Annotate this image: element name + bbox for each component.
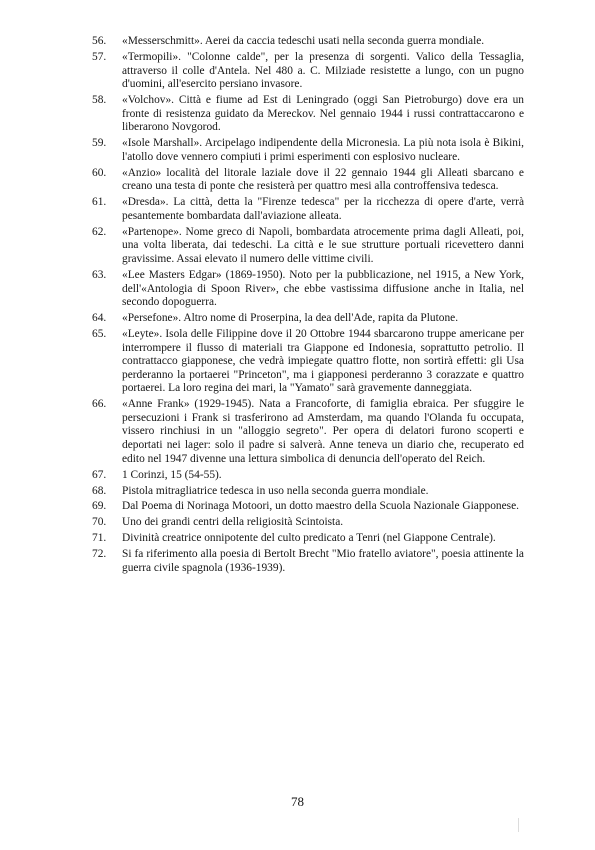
footnote-text: «Dresda». La città, detta la "Firenze tedesca" per la ricchezza di opere d'arte, verrà pesantemente bombardata dall'aviazione alleata.	[122, 196, 524, 222]
footnote-text: 1 Corinzi, 15 (54-55).	[122, 468, 222, 481]
footnote-item	[92, 196, 524, 223]
footnote-number: 68.	[92, 484, 107, 497]
footnote-number: 70.	[92, 516, 107, 529]
footnote-item	[92, 35, 524, 49]
footnote-text: Si fa riferimento alla poesia di Bertolt Brecht "Mio fratello aviatore", poesia attinente la guerra civile spagnola (1936-1939).	[122, 548, 524, 574]
footnote-item	[92, 485, 524, 499]
footnote-item	[92, 500, 524, 514]
footnote-item	[92, 312, 524, 326]
footnotes-list	[92, 35, 524, 578]
footnote-number: 63.	[92, 268, 107, 281]
footnote-text: Divinità creatrice onnipotente del culto predicato a Tenri (nel Giappone Centrale).	[122, 532, 496, 545]
footnote-text: «Messerschmitt». Aerei da caccia tedeschi usati nella seconda guerra mondiale.	[122, 35, 485, 47]
footnote-number: 64.	[92, 312, 107, 325]
footnote-item	[92, 167, 524, 194]
footnote-text: «Persefone». Altro nome di Proserpina, la dea dell'Ade, rapita da Plutone.	[122, 312, 459, 325]
footnote-text: «Lee Masters Edgar» (1869-1950). Noto per la pubblicazione, nel 1915, a New York, dell'«Antologia di Spoon River», che ebbe vastissima diffusione anche in Italia, nel secondo dopoguerra.	[122, 268, 524, 309]
footnote-text: «Termopili». "Colonne calde", per la presenza di sorgenti. Valico della Tessaglia, attraverso il colle d'Antela. Nel 480 a. C. Milziade resistette a lungo, con un pugno d'uomini, all'esercito persiano invasore.	[122, 50, 524, 91]
scan-edge-mark	[518, 818, 519, 832]
footnote-text: «Anzio» località del litorale laziale dove il 22 gennaio 1944 gli Alleati sbarcano e creano una testa di ponte che resisterà per quattro mesi alla controffensiva tedesca.	[122, 166, 524, 193]
footnote-number: 60.	[92, 166, 107, 179]
footnote-item	[92, 51, 524, 92]
footnote-item	[92, 94, 524, 135]
footnote-text: «Anne Frank» (1929-1945). Nata a Francoforte, di famiglia ebraica. Per sfuggire le persecuzioni i Frank si trasferirono ad Amsterdam, ma quando l'Olanda fu occupata, vissero rinchiusi in un "alloggio segreto". Per opera di delatori furono scoperti e deportati nei lager: solo il padre si salverà. Anne teneva un diario che, recuperato ed edito nel 1947 divenne una lettura simbolica di denuncia dell'operato del Reich.	[122, 398, 524, 465]
page-number: 78	[291, 794, 304, 809]
footnote-item	[92, 398, 524, 466]
footnote-text: «Isole Marshall». Arcipelago indipendente della Micronesia. La più nota isola è Bikini, l'atollo dove vennero compiuti i primi esperimenti con esplosivo nucleare.	[122, 137, 524, 163]
footnote-item	[92, 226, 524, 267]
footnote-number: 72.	[92, 548, 107, 561]
footnote-number: 61.	[92, 196, 107, 209]
footnote-number: 57.	[92, 50, 107, 63]
footnote-number: 69.	[92, 500, 107, 513]
footnote-text: Pistola mitragliatrice tedesca in uso nella seconda guerra mondiale.	[122, 484, 429, 497]
footnote-item	[92, 469, 524, 483]
footnote-number: 58.	[92, 94, 107, 107]
footnote-number: 56.	[92, 35, 107, 47]
footnote-number: 59.	[92, 137, 107, 150]
footnote-item	[92, 548, 524, 575]
footnote-item	[92, 532, 524, 546]
footnote-number: 67.	[92, 468, 107, 481]
footnote-number: 71.	[92, 532, 107, 545]
footnote-text: Dal Poema di Norinaga Motoori, un dotto maestro della Scuola Nazionale Giapponese.	[122, 500, 519, 513]
footnote-item	[92, 137, 524, 164]
footnote-number: 65.	[92, 327, 107, 340]
footnote-number: 66.	[92, 398, 107, 411]
footnote-item	[92, 269, 524, 310]
footnote-text: «Partenope». Nome greco di Napoli, bombardata atrocemente prima dagli Alleati, poi, una volta liberata, dai tedeschi. La città e le sue strutture portuali ricevettero danni gravissime. Assai elevato il numero delle vittime civili.	[122, 225, 524, 265]
footnote-text: «Leyte». Isola delle Filippine dove il 20 Ottobre 1944 sbarcarono truppe americane per interrompere il flusso di materiali tra Giappone ed Indonesia, soprattutto petrolio. Il contrattacco giapponese, che vedrà impiegate quattro flotte, non sortirà effetti: gli Usa perderanno la portaerei "Princeton", ma i giapponesi perderanno 3 corazzate e quattro portaerei. La loro regina dei mari, la "Yamato" sarà gravemente danneggiata.	[122, 327, 524, 395]
footnote-text: «Volchov». Città e fiume ad Est di Leningrado (oggi San Pietroburgo) dove era un fronte di resistenza guidato da Mereckov. Nel gennaio 1944 i russi contrattaccarono e liberarono Novgorod.	[122, 94, 524, 134]
footnote-item	[92, 516, 524, 530]
footnote-item	[92, 328, 524, 396]
footnote-number: 62.	[92, 225, 107, 238]
footnote-text: Uno dei grandi centri della religiosità Scintoista.	[122, 516, 344, 529]
